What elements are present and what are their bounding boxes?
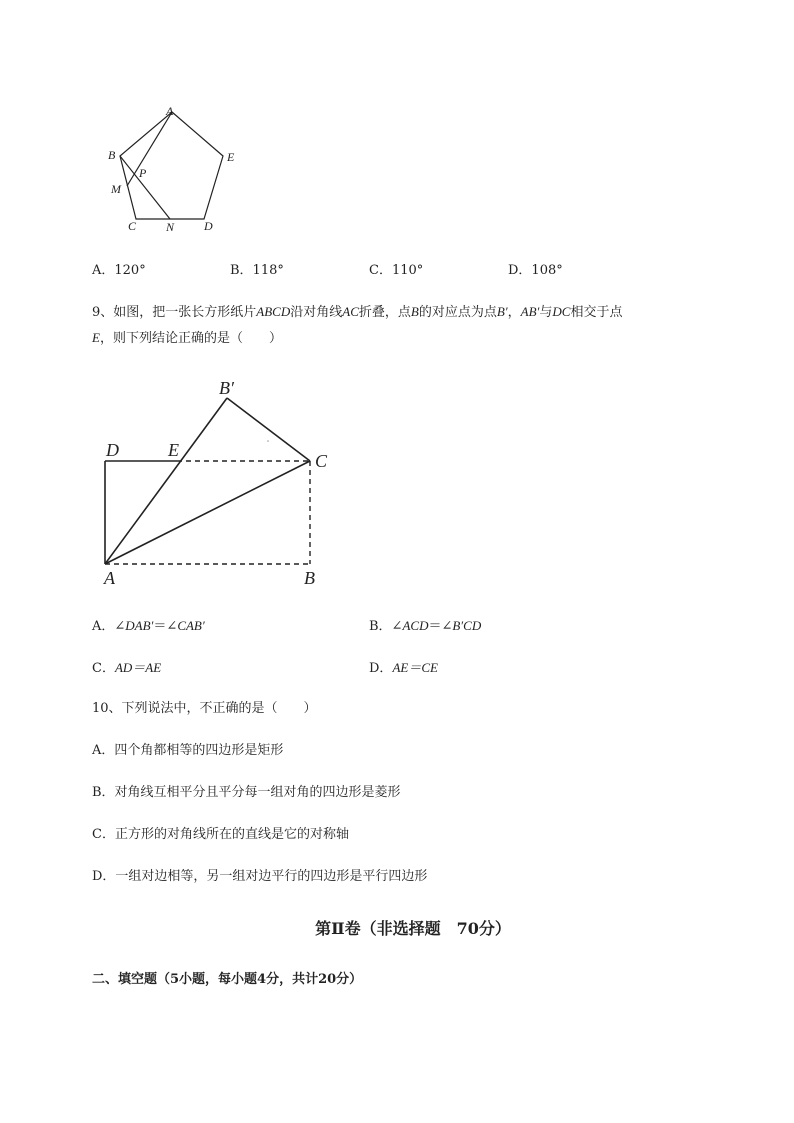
q9-stem-line2 — [92, 329, 282, 348]
q9-option-a-eq: ＝∠ — [153, 619, 178, 634]
q9-option-b-eq: ＝∠ — [428, 619, 453, 634]
segment-am — [127, 112, 172, 186]
q9-text-7: 相交于点 — [570, 305, 623, 320]
q9-text-6: 与 — [539, 305, 553, 320]
label-a: A — [166, 104, 174, 118]
q9-dc: DC — [552, 304, 571, 319]
q9-text-4: 的对应点为点 — [418, 305, 497, 320]
q8-option-c[interactable]: C．110° — [369, 263, 424, 278]
section-title: 第Ⅱ卷（非选择题 70分） — [315, 919, 511, 938]
q9-option-c-expr: AD＝AE — [114, 660, 162, 675]
pentagon-figure — [100, 100, 250, 240]
label-e: E — [227, 150, 235, 164]
label-p: P — [139, 166, 147, 180]
q9-option-b[interactable] — [369, 617, 481, 636]
label-d: D — [204, 219, 213, 233]
segment-b-prime-c — [227, 398, 310, 461]
q9-option-c[interactable] — [92, 659, 161, 678]
label-c: C — [128, 219, 137, 233]
label-b-prime: B′ — [219, 378, 234, 398]
q9-b: B — [410, 304, 419, 319]
label-c: C — [315, 451, 328, 471]
q9-option-b-prefix: B．∠ — [369, 619, 403, 634]
q9-text-3: 折叠，点 — [358, 305, 411, 320]
segment-ac — [105, 461, 310, 564]
rectangle-fold-figure — [95, 370, 345, 590]
q9-text-8: ，则下列结论正确的是（ ） — [99, 331, 282, 346]
q9-stem-line1 — [92, 303, 623, 322]
q9-option-d-expr: AE＝CE — [392, 660, 438, 675]
stray-dot — [267, 440, 269, 442]
q9-option-c-prefix: C． — [92, 661, 115, 676]
q10-option-c[interactable]: C．正方形的对角线所在的直线是它的对称轴 — [92, 827, 349, 842]
q10-stem: 10、下列说法中，不正确的是（ ） — [92, 701, 317, 716]
segment-ab-prime — [105, 398, 227, 564]
q9-ac: AC — [342, 304, 359, 319]
q9-abcd: ABCD — [256, 304, 291, 319]
q8-option-d[interactable]: D．108° — [508, 263, 563, 278]
q9-option-b-expr2: B′CD — [452, 618, 482, 633]
pentagon-shape — [120, 112, 223, 219]
q8-option-a[interactable]: A．120° — [92, 263, 146, 278]
q9-option-a-expr2: CAB′ — [177, 618, 205, 633]
q9-ab-prime: AB′ — [520, 304, 540, 319]
q9-e: E — [92, 330, 100, 345]
label-b: B — [304, 568, 315, 588]
label-b: B — [108, 148, 116, 162]
q10-option-d[interactable]: D．一组对边相等，另一组对边平行的四边形是平行四边形 — [92, 869, 428, 884]
label-e: E — [168, 440, 179, 460]
label-m: M — [111, 182, 121, 196]
q9-option-a-expr1: DAB′ — [125, 618, 154, 633]
q9-option-a[interactable] — [92, 617, 205, 636]
q9-option-d[interactable] — [369, 659, 438, 678]
label-n: N — [166, 220, 175, 234]
q8-option-b[interactable]: B．118° — [230, 263, 284, 278]
q9-text-5: ， — [507, 305, 521, 320]
q9-text-2: 沿对角线 — [290, 305, 343, 320]
fill-in-section-title: 二、填空题（5小题，每小题4分，共计20分） — [92, 972, 363, 987]
q10-option-a[interactable]: A．四个角都相等的四边形是矩形 — [92, 743, 284, 758]
label-a: A — [104, 568, 115, 588]
q9-text-1: 9、如图，把一张长方形纸片 — [92, 305, 257, 320]
q10-option-b[interactable]: B．对角线互相平分且平分每一组对角的四边形是菱形 — [92, 785, 401, 800]
label-d: D — [106, 440, 119, 460]
q9-option-a-prefix: A．∠ — [92, 619, 126, 634]
q9-b-prime: B′ — [496, 304, 508, 319]
q9-option-d-prefix: D． — [369, 661, 393, 676]
q9-option-b-expr1: ACD — [402, 618, 429, 633]
